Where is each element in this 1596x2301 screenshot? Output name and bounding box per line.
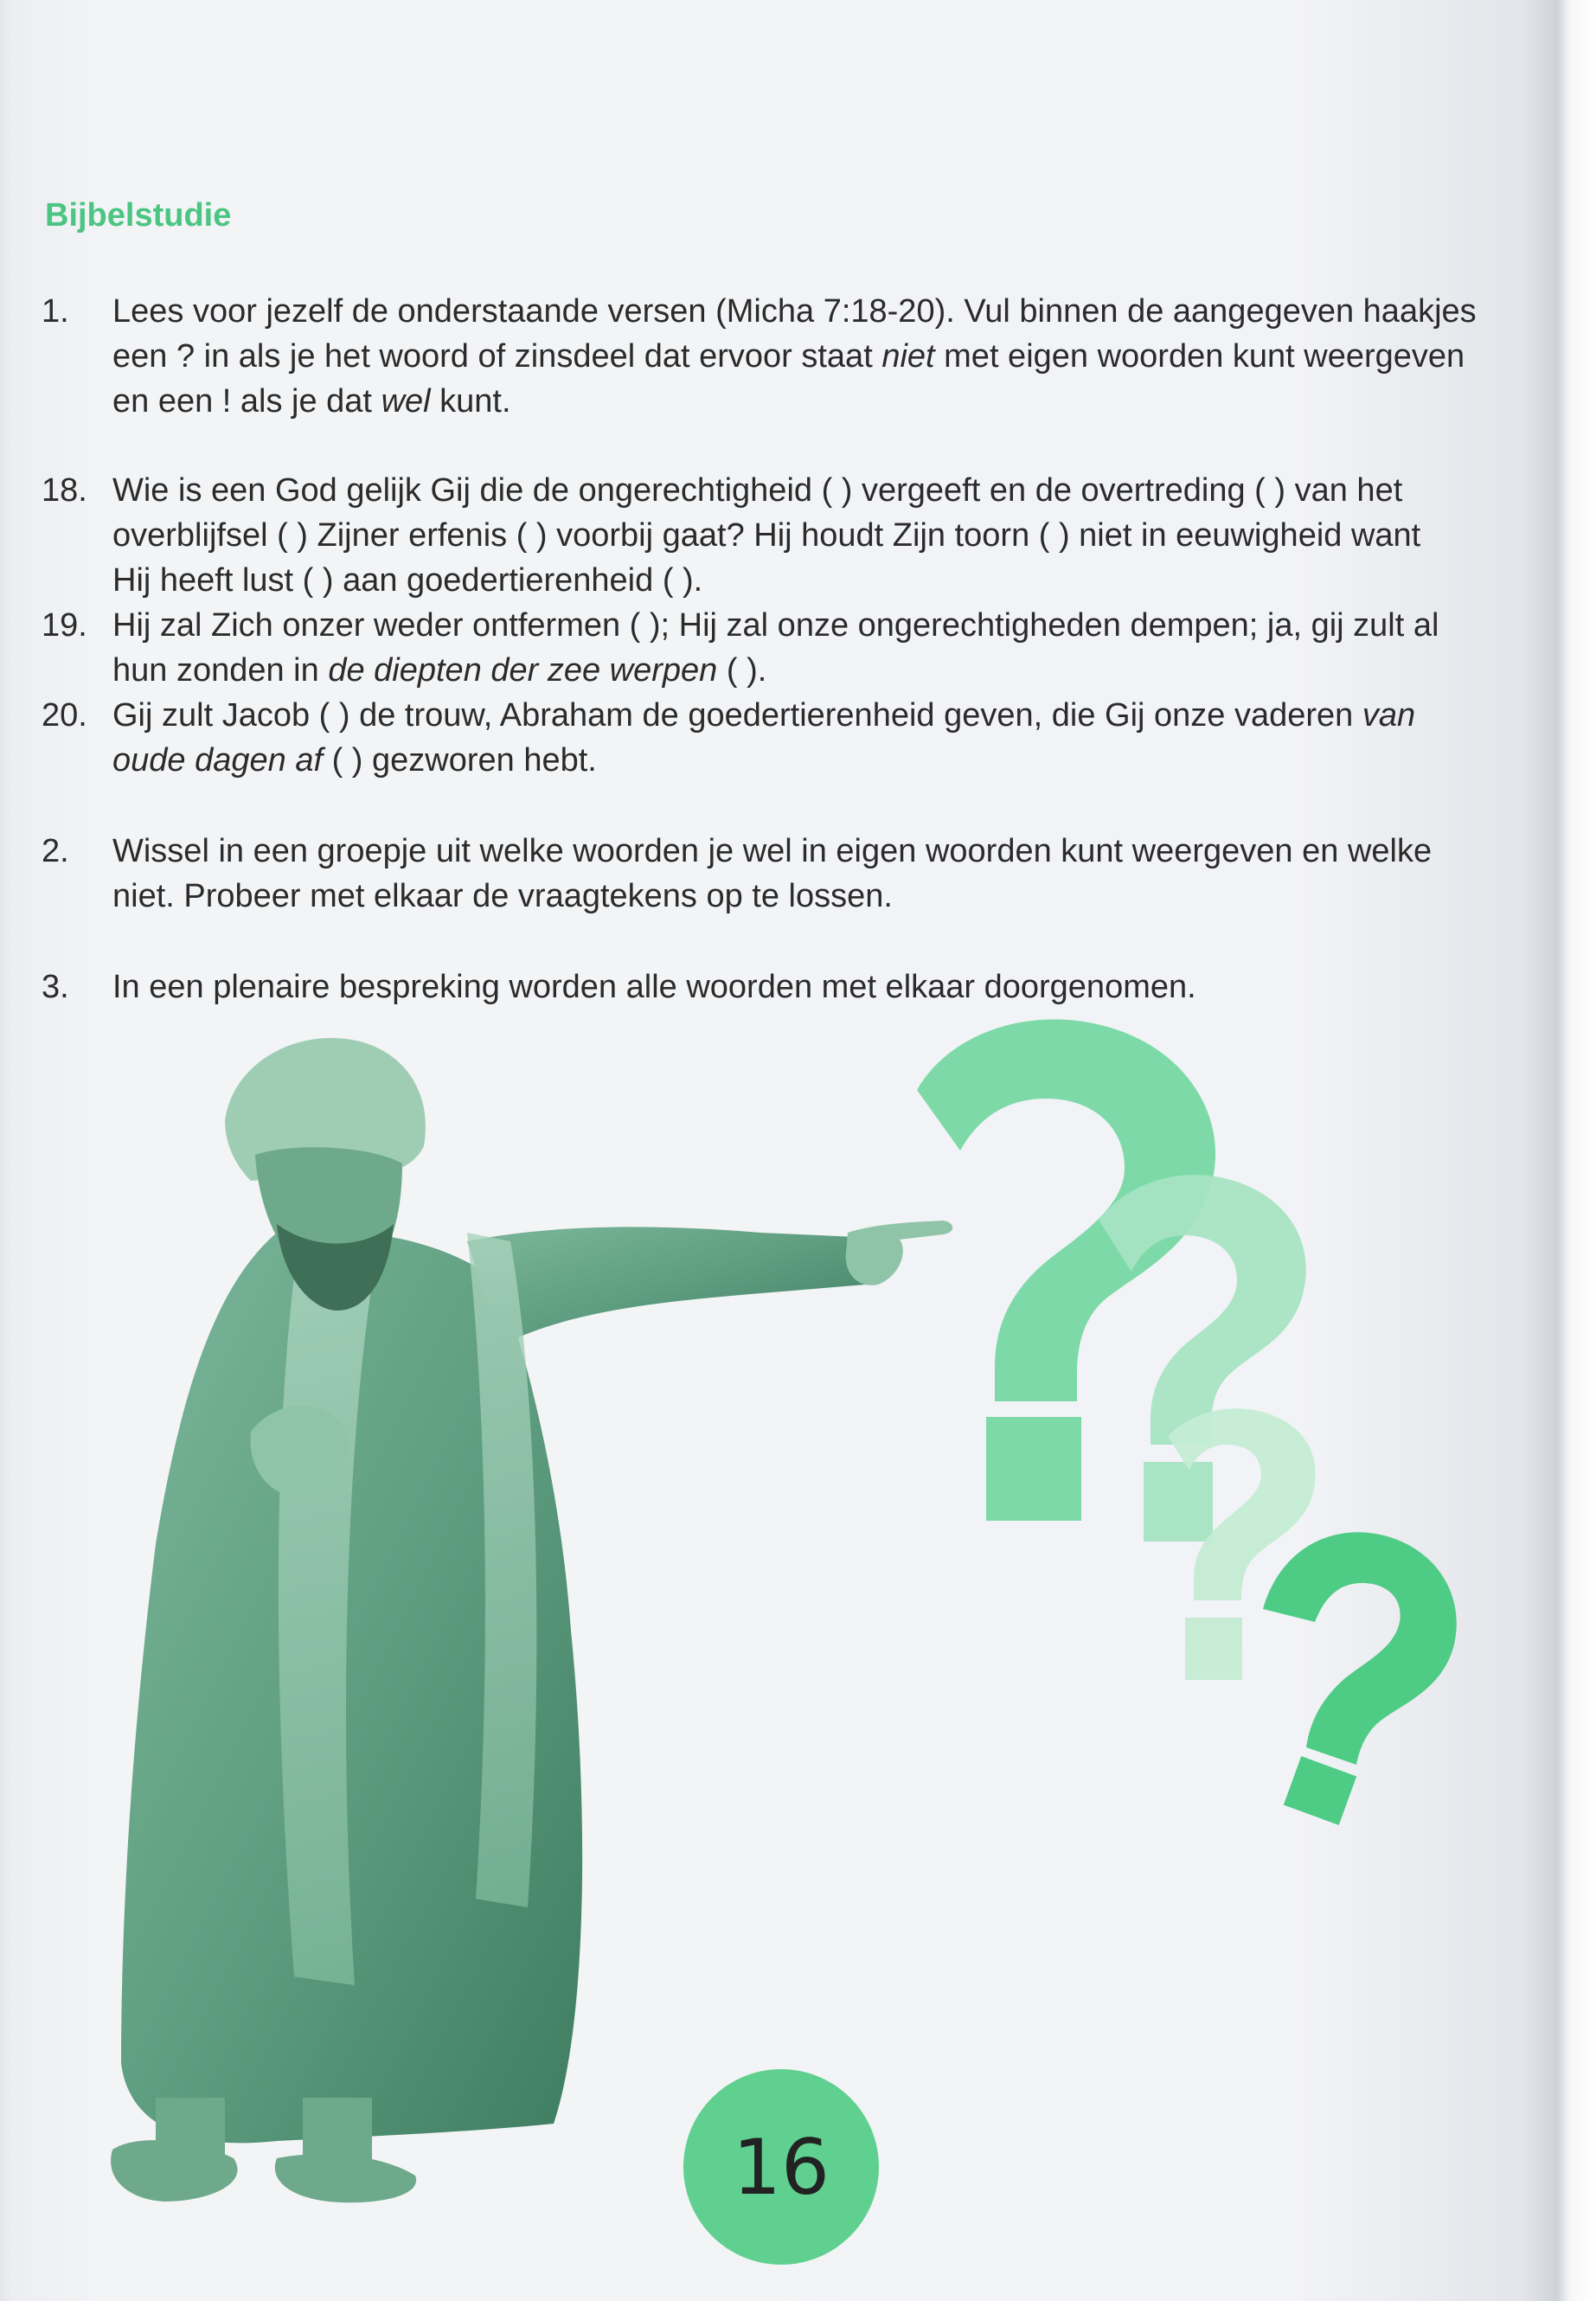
question-text [112, 829, 1566, 919]
text-line: oude dagen af ( ) gezworen hebt. [112, 742, 597, 779]
page-number-badge: 16 [683, 2069, 879, 2265]
text-line: Lees voor jezelf de onderstaande versen (Micha 7:18-20). Vul binnen de aangegeven haakjes [112, 293, 1477, 330]
verse-text [112, 693, 1566, 783]
text-line: Wie is een God gelijk Gij die de ongerechtigheid ( ) vergeeft en de overtreding ( ) van het [112, 472, 1403, 509]
question-mark-icon [917, 1019, 1215, 1521]
verse-number: 20. [42, 697, 87, 734]
verse-number: 19. [42, 607, 87, 644]
question-text [112, 965, 1566, 1009]
text-line: Gij zult Jacob ( ) de trouw, Abraham de goedertierenheid geven, die Gij onze vaderen van [112, 697, 1416, 734]
question-mark-icon [1263, 1532, 1457, 1825]
text-line: In een plenaire bespreking worden alle woorden met elkaar doorgenomen. [112, 969, 1196, 1005]
question-number: 1. [42, 293, 69, 330]
text-line: hun zonden in de diepten der zee werpen ( ). [112, 652, 767, 689]
text-line: overblijfsel ( ) Zijner erfenis ( ) voorbij gaat? Hij houdt Zijn toorn ( ) niet in eeuwigheid want [112, 517, 1421, 554]
verse-text [112, 603, 1566, 693]
question-text [112, 289, 1566, 424]
text-line: Hij heeft lust ( ) aan goedertierenheid ( ). [112, 562, 703, 599]
text-line: Wissel in een groepje uit welke woorden je wel in eigen woorden kunt weergeven en welke [112, 833, 1433, 869]
verse-number: 18. [42, 472, 87, 509]
question-marks-illustration [900, 1012, 1522, 1825]
verse-text [112, 468, 1566, 603]
text-line: Hij zal Zich onzer weder ontfermen ( ); Hij zal onze ongerechtigheden dempen; ja, gij zult al [112, 607, 1439, 644]
text-line: niet. Probeer met elkaar de vraagtekens op te lossen. [112, 878, 893, 914]
pointing-man-illustration [104, 1025, 986, 2288]
section-heading: Bijbelstudie [45, 197, 232, 234]
question-number: 2. [42, 833, 69, 869]
question-mark-icon [1168, 1408, 1316, 1680]
question-number: 3. [42, 969, 69, 1005]
text-line: en een ! als je dat wel kunt. [112, 383, 511, 420]
text-line: een ? in als je het woord of zinsdeel dat ervoor staat niet met eigen woorden kunt weergeven [112, 338, 1465, 375]
